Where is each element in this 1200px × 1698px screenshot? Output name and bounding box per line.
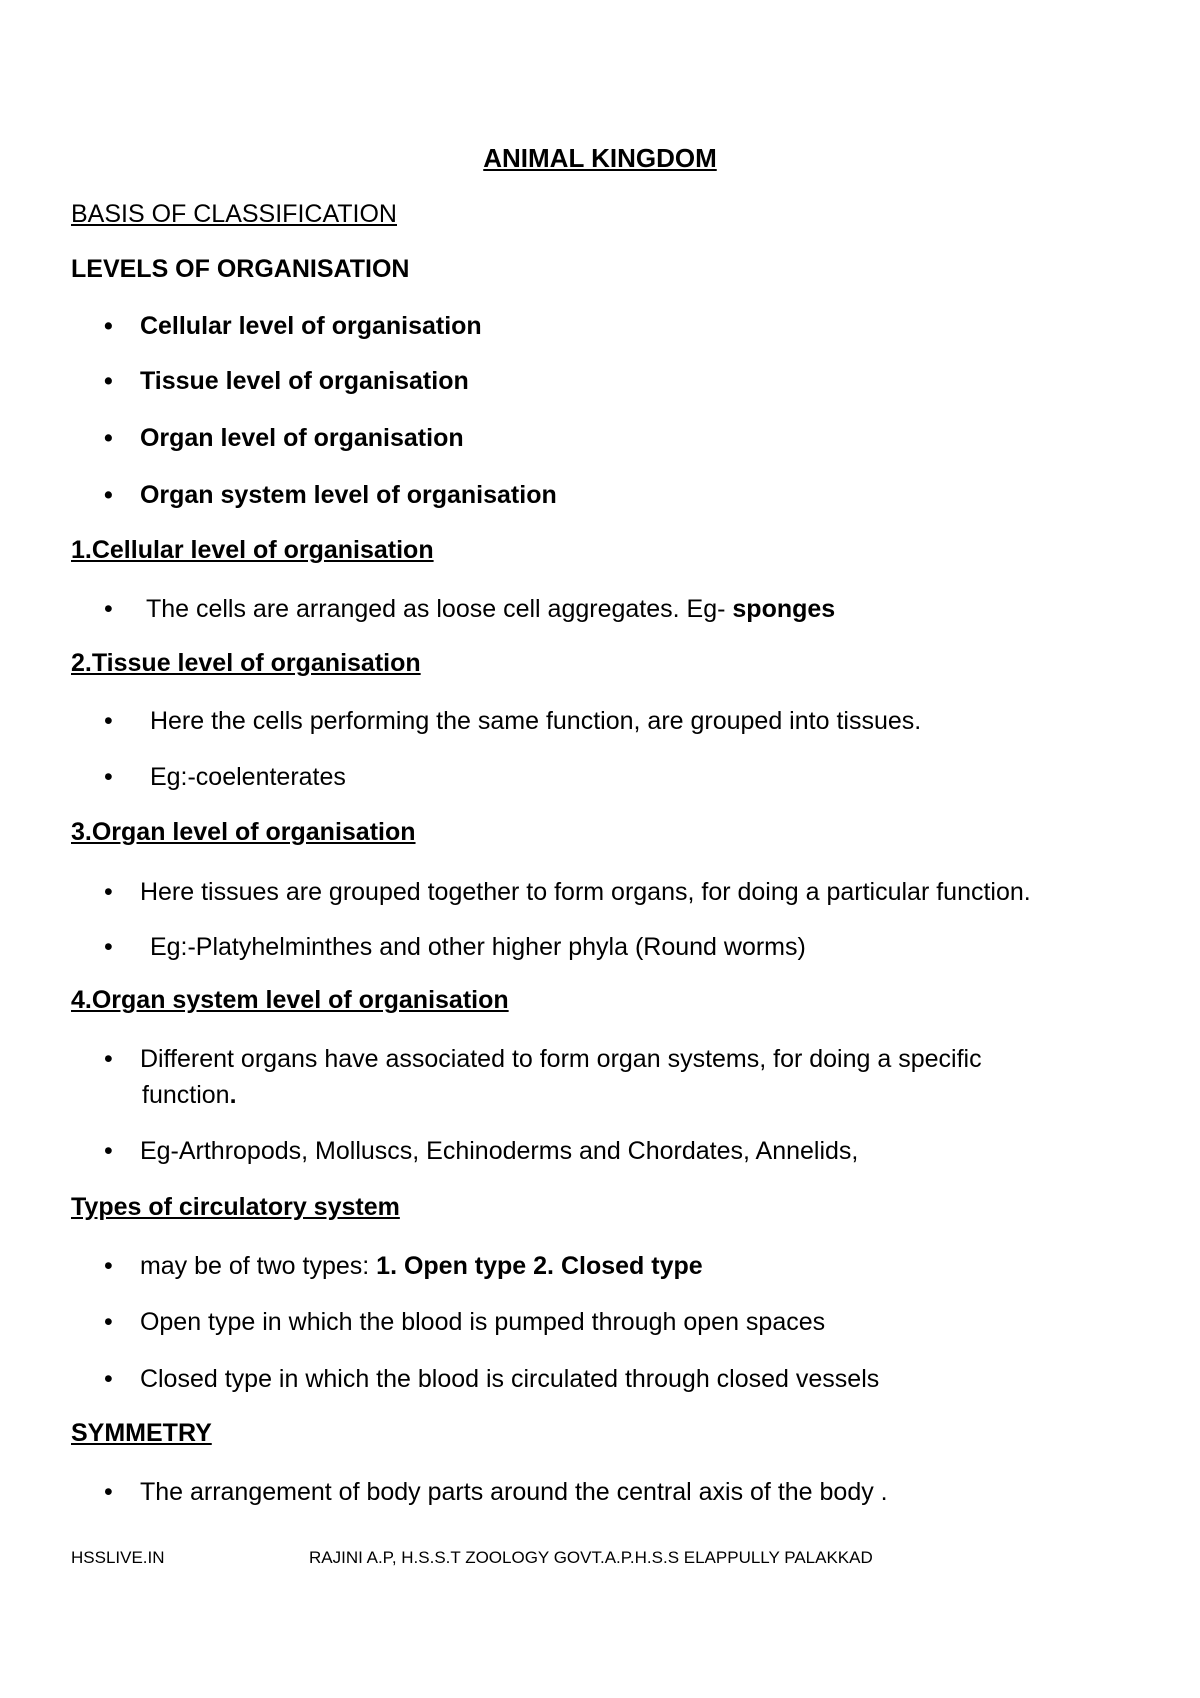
list-item [104,1305,825,1339]
basis-heading: BASIS OF CLASSIFICATION [71,200,397,228]
footer-left: HSSLIVE.IN [71,1548,165,1567]
list-item [104,1249,703,1283]
list-item-text: Cellular level of organisation [139,312,482,340]
list-item [104,1475,888,1509]
list-item-text: function [142,1081,230,1109]
list-item-text: Open type in which the blood is pumped through open spaces [139,1308,826,1336]
footer-right: RAJINI A.P, H.S.S.T ZOOLOGY GOVT.A.P.H.S.S ELAPPULLY PALAKKAD [309,1548,873,1567]
page-title: ANIMAL KINGDOM [483,143,717,173]
list-item [104,1362,879,1396]
bullet-icon: • [104,1365,113,1393]
bullet-icon: • [104,367,113,395]
section-heading-organ-system: 4.Organ system level of organisation [71,986,509,1014]
section-heading-symmetry: SYMMETRY [71,1419,212,1447]
list-item-text: may be of two types: [139,1252,377,1280]
bullet-icon: • [104,878,113,906]
list-item-text: Tissue level of organisation [139,367,469,395]
list-item-text: Here tissues are grouped together to form organs, for doing a particular function. [139,878,1031,906]
bullet-icon: • [104,707,113,735]
bullet-icon: • [104,1252,113,1280]
list-item-continuation [142,1078,237,1112]
list-item-text: Eg:-coelenterates [149,763,346,791]
list-item-text: Closed type in which the blood is circulated through closed vessels [139,1365,880,1393]
bullet-icon: • [104,1478,113,1506]
bullet-icon: • [104,595,113,623]
bullet-icon: • [104,1045,113,1073]
list-item-text: Here the cells performing the same function, are grouped into tissues. [149,707,922,735]
list-item [104,930,806,964]
bullet-icon: • [104,312,113,340]
list-item-text: The arrangement of body parts around the central axis of the body . [139,1478,888,1506]
example-term: sponges [732,595,836,623]
section-heading-circulatory: Types of circulatory system [71,1193,400,1221]
bullet-icon: • [104,424,113,452]
list-item [104,875,1031,909]
section-heading-tissue: 2.Tissue level of organisation [71,649,421,677]
list-item [104,760,346,794]
list-item-text: Eg-Arthropods, Molluscs, Echinoderms and Chordates, Annelids, [139,1137,859,1165]
bullet-icon: • [104,1308,113,1336]
levels-heading: LEVELS OF ORGANISATION [71,255,410,283]
list-item-text: Organ system level of organisation [139,481,557,509]
list-item-text: Organ level of organisation [139,424,464,452]
list-item [104,592,835,626]
section-heading-organ: 3.Organ level of organisation [71,818,416,846]
list-item [104,704,921,738]
list-item [104,1042,982,1076]
list-item [104,309,482,343]
list-item [104,421,464,455]
circulatory-types: 1. Open type 2. Closed type [376,1252,703,1280]
list-item [104,364,469,398]
list-item-text: The cells are arranged as loose cell aggregates. Eg- [145,595,733,623]
bullet-icon: • [104,481,113,509]
section-heading-cellular: 1.Cellular level of organisation [71,536,434,564]
bullet-icon: • [104,933,113,961]
bullet-icon: • [104,763,113,791]
list-item-text: . [229,1081,237,1109]
list-item-text: Eg:-Platyhelminthes and other higher phyla (Round worms) [149,933,806,961]
list-item-text: Different organs have associated to form organ systems, for doing a specific [139,1045,982,1073]
list-item [104,478,557,512]
bullet-icon: • [104,1137,113,1165]
list-item [104,1134,858,1168]
